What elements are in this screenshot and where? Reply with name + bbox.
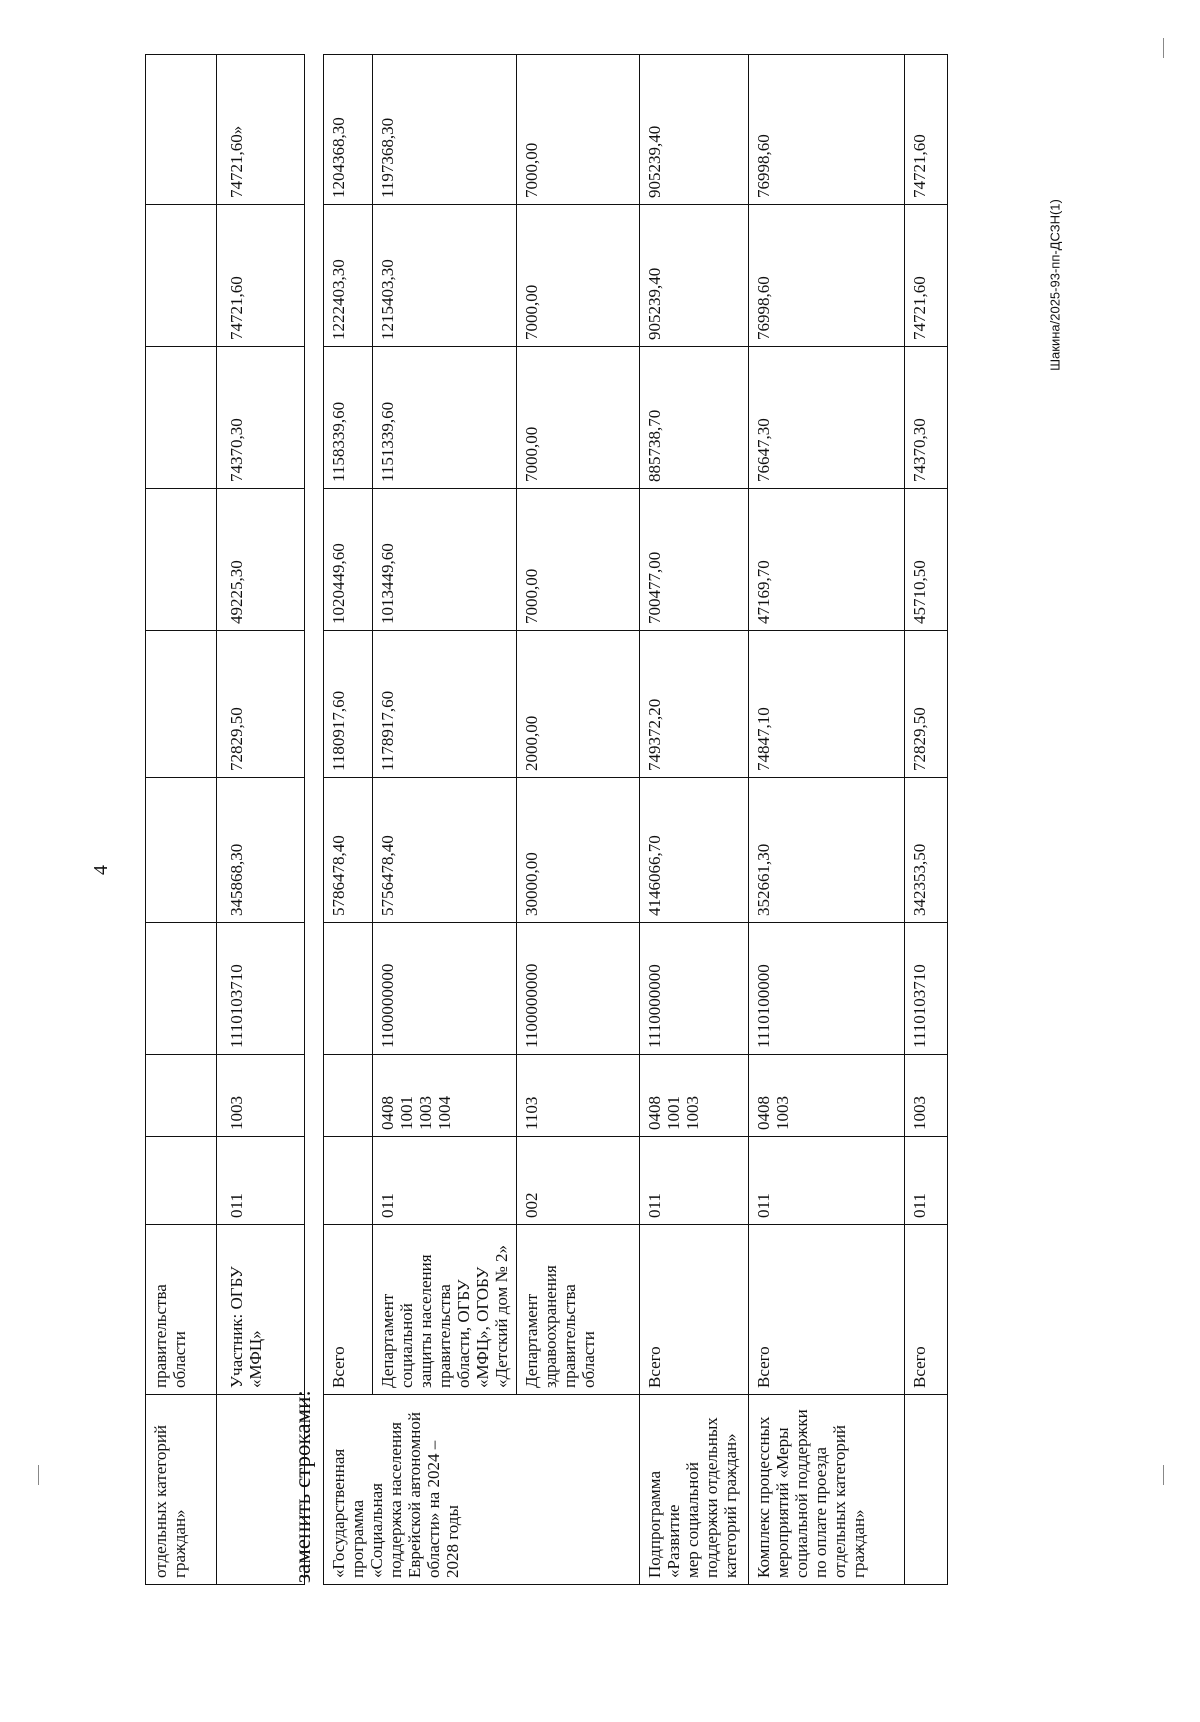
replacement-rows-table — [323, 54, 948, 1585]
table-row — [217, 55, 305, 1585]
executor-cell: Департамент здравоохранения правительства области — [517, 1225, 640, 1395]
year-2027-cell: 7000,00 — [517, 205, 640, 347]
rzpr-cell — [324, 1055, 373, 1137]
year-2028-cell — [146, 55, 217, 205]
total-cell: 5756478,40 — [373, 778, 517, 923]
subprogram-name-cell: Подпрограмма «Развитие мер социальной поддержки отдельных категорий граждан» — [640, 1395, 749, 1585]
year-2025-cell: 700477,00 — [640, 489, 749, 631]
year-2027-cell: 1222403,30 — [324, 205, 373, 347]
year-2027-cell — [146, 205, 217, 347]
program-name-cell: отдельных категорий граждан» — [146, 1395, 217, 1585]
csr-cell: 1110100000 — [749, 923, 905, 1055]
total-cell: 352661,30 — [749, 778, 905, 923]
margin-mark — [1163, 38, 1164, 58]
csr-cell: 1100000000 — [373, 923, 517, 1055]
grbs-cell — [324, 1137, 373, 1225]
rzpr-cell: 0408 1001 1003 — [640, 1055, 749, 1137]
executor-cell: Всего — [640, 1225, 749, 1395]
year-2027-cell: 74721,60 — [217, 205, 305, 347]
year-2028-cell: 905239,40 — [640, 55, 749, 205]
replace-caption: заменить строками: — [290, 1390, 315, 1583]
total-cell: 30000,00 — [517, 778, 640, 923]
grbs-cell: 011 — [217, 1137, 305, 1225]
table-row — [517, 55, 640, 1585]
table-row — [373, 55, 517, 1585]
total-cell: 342353,50 — [905, 778, 948, 923]
complex-name-cell: Комплекс процессных мероприятий «Меры социальной поддержки по оплате проезда отдельных категорий граждан» — [749, 1395, 905, 1585]
total-cell: 345868,30 — [217, 778, 305, 923]
total-cell: 5786478,40 — [324, 778, 373, 923]
year-2028-cell: 74721,60 — [905, 55, 948, 205]
year-2025-cell — [146, 489, 217, 631]
year-2027-cell: 905239,40 — [640, 205, 749, 347]
table-row — [146, 55, 217, 1585]
year-2026-cell: 885738,70 — [640, 347, 749, 489]
table-row — [324, 55, 373, 1585]
year-2027-cell: 76998,60 — [749, 205, 905, 347]
rzpr-cell: 0408 1003 — [749, 1055, 905, 1137]
rzpr-cell — [146, 1055, 217, 1137]
year-2026-cell: 76647,30 — [749, 347, 905, 489]
executor-cell: Всего — [905, 1225, 948, 1395]
table-row — [905, 55, 948, 1585]
year-2024-cell: 1180917,60 — [324, 631, 373, 778]
rzpr-cell: 0408 1001 1003 1004 — [373, 1055, 517, 1137]
total-cell — [146, 778, 217, 923]
csr-cell — [146, 923, 217, 1055]
year-2027-cell: 74721,60 — [905, 205, 948, 347]
year-2025-cell: 7000,00 — [517, 489, 640, 631]
year-2028-cell: 1197368,30 — [373, 55, 517, 205]
margin-mark — [38, 1465, 39, 1485]
csr-cell: 1110103710 — [217, 923, 305, 1055]
page-number: 4 — [90, 865, 112, 875]
program-name-cell — [905, 1395, 948, 1585]
year-2026-cell — [146, 347, 217, 489]
table-row — [640, 55, 749, 1585]
year-2025-cell: 1020449,60 — [324, 489, 373, 631]
year-2028-cell: 74721,60» — [217, 55, 305, 205]
executor-cell: Департамент социальной защиты населения правительства области, ОГБУ «МФЦ», ОГОБУ «Детский дом № 2» — [373, 1225, 517, 1395]
year-2024-cell: 1178917,60 — [373, 631, 517, 778]
grbs-cell: 011 — [373, 1137, 517, 1225]
rzpr-cell: 1103 — [517, 1055, 640, 1137]
rzpr-cell: 1003 — [905, 1055, 948, 1137]
year-2027-cell: 1215403,30 — [373, 205, 517, 347]
year-2028-cell: 76998,60 — [749, 55, 905, 205]
year-2025-cell: 49225,30 — [217, 489, 305, 631]
csr-cell: 1100000000 — [517, 923, 640, 1055]
year-2025-cell: 1013449,60 — [373, 489, 517, 631]
year-2024-cell: 72829,50 — [905, 631, 948, 778]
csr-cell — [324, 923, 373, 1055]
grbs-cell — [146, 1137, 217, 1225]
year-2028-cell: 1204368,30 — [324, 55, 373, 205]
year-2024-cell: 749372,20 — [640, 631, 749, 778]
program-name-cell: «Государственная программа «Социальная поддержка населения Еврейской автономной области» на 2024 – 2028 годы — [324, 1395, 640, 1585]
year-2024-cell: 74847,10 — [749, 631, 905, 778]
executor-cell: Всего — [749, 1225, 905, 1395]
year-2024-cell — [146, 631, 217, 778]
year-2026-cell: 1158339,60 — [324, 347, 373, 489]
year-2024-cell: 2000,00 — [517, 631, 640, 778]
grbs-cell: 011 — [749, 1137, 905, 1225]
grbs-cell: 011 — [905, 1137, 948, 1225]
rotated-page-content — [145, 55, 1065, 1585]
year-2025-cell: 45710,50 — [905, 489, 948, 631]
csr-cell: 1110000000 — [640, 923, 749, 1055]
year-2026-cell: 1151339,60 — [373, 347, 517, 489]
grbs-cell: 011 — [640, 1137, 749, 1225]
csr-cell: 1110103710 — [905, 923, 948, 1055]
table-row — [749, 55, 905, 1585]
margin-mark — [1163, 1465, 1164, 1485]
executor-cell: Всего — [324, 1225, 373, 1395]
previous-rows-table — [145, 54, 305, 1585]
year-2026-cell: 7000,00 — [517, 347, 640, 489]
grbs-cell: 002 — [517, 1137, 640, 1225]
year-2024-cell: 72829,50 — [217, 631, 305, 778]
year-2026-cell: 74370,30 — [217, 347, 305, 489]
year-2025-cell: 47169,70 — [749, 489, 905, 631]
rzpr-cell: 1003 — [217, 1055, 305, 1137]
total-cell: 4146066,70 — [640, 778, 749, 923]
year-2026-cell: 74370,30 — [905, 347, 948, 489]
executor-cell: Участник: ОГБУ «МФЦ» — [217, 1225, 305, 1395]
document-code: Шакина/2025-93-пп-ДСЗН(1) — [1047, 199, 1063, 371]
executor-cell: правительства области — [146, 1225, 217, 1395]
year-2028-cell: 7000,00 — [517, 55, 640, 205]
